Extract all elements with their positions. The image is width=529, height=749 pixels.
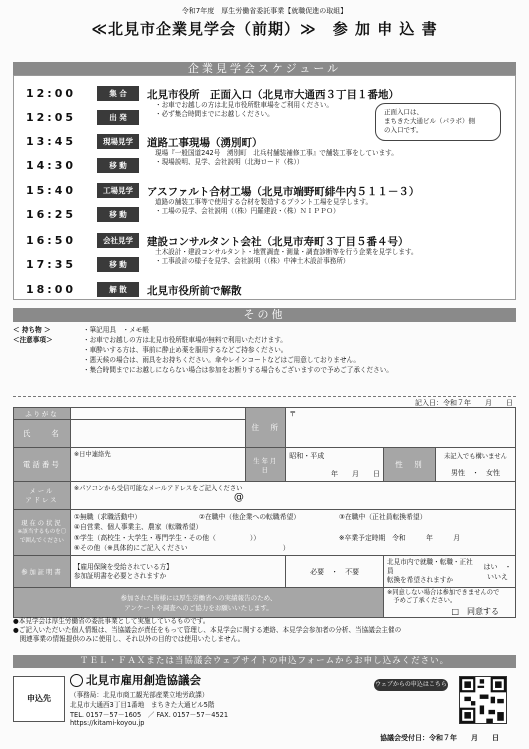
note-line: 関連事業の情報提供のみに使用し、それ以外の目的では使用いたしません。 [13,635,245,643]
phone-field[interactable] [70,448,245,482]
cert-options[interactable]: 必要 ・ 不要 [286,556,384,588]
postal-mark: 〒 [289,410,297,418]
mail-field[interactable] [70,482,515,510]
daytime-contact-note: ※日中連絡先 [73,451,111,458]
schedule-time: 17:35 [26,258,77,271]
website-url[interactable]: https://kitami-koyou.jp [70,719,145,727]
birth-label: 生年月日 [246,448,286,482]
schedule-time: 15:40 [26,184,77,197]
status-sub: ※該当するものを〇で囲んでください [17,529,67,544]
schedule-heading: 企業見学会スケジュール [13,62,516,75]
items-value: ・筆記用具 ・メモ帳 [83,326,149,334]
schedule-event: アスファルト合材工場（北見市端野町緋牛内５１１－３） [147,186,420,198]
schedule-time: 16:50 [26,234,77,247]
schedule-tag: 移 動 [97,207,139,222]
tel-fax: TEL. 0157－57－1605 ／ FAX. 0157－57－4521 [70,711,229,719]
birth-field[interactable] [286,448,384,482]
note-line: ・悪天候の場合は、雨具をお持ちください。傘やレインコートなどはご用意しておりません。 [83,356,361,364]
schedule-tag: 移 動 [97,158,139,173]
schedule-tag: 集 合 [97,86,139,101]
note-line: ・お車でお越しの方は北見市役所駐車場が無料で利用いただけます。 [83,336,287,344]
page-title: ≪北見市企業見学会（前期）≫ 参 加 申 込 書 [91,20,438,38]
employ-options[interactable]: はい ・ いいえ [483,562,519,581]
address: 北見市大通西3丁目1番地 まちきた大通ビル5階 [70,701,215,709]
footer-notes [13,617,518,644]
birth-ymd: 年 月 日 [330,469,380,478]
other-heading: その他 [13,308,516,322]
schedule-tag: 現場見学 [97,134,139,149]
qr-code-icon[interactable] [459,676,507,724]
cert-label: 参加証明書 [14,556,71,588]
furigana-field[interactable] [70,408,245,420]
schedule-time: 13:45 [26,135,77,148]
gender-options[interactable]: 男性 ・ 女性 [450,469,500,477]
apply-to-box: 申込先 [13,676,65,722]
office: （事務局：北見市商工観光部産業立地労政課） [70,691,209,699]
tel-fax-bar: ＴＥＬ・ＦＡＸまたは当協議会ウェブサイトの申込フォームからお申し込みください。 [13,655,516,668]
status-options[interactable] [70,510,515,556]
consent-checkbox[interactable]: □ 同意する [451,607,499,616]
balloon-line: まちきた大通ビル（パラボ）側 [384,117,475,125]
status-option[interactable]: ③在職中（正社員転換希望） [338,512,427,521]
other-section [13,325,516,389]
schedule-time: 14:30 [26,159,77,172]
schedule-tag: 会社見学 [97,233,139,248]
received-date: 協議会受付日：令和７年 月 日 [380,734,499,742]
note-line: ・車酔いする方は、事前に酔止め薬を服用するなどご持参ください。 [83,346,288,354]
schedule-time: 18:00 [26,283,77,296]
status-label-cell [14,510,71,556]
schedule-tag: 移 動 [97,257,139,272]
schedule-detail: ・必ず集合時間までにお越しください。 [155,110,274,118]
org-name [70,672,201,688]
schedule-time: 12:00 [26,87,77,100]
schedule-detail: 現場『一般国道242号 湧別町 北兵村舗装補修工事』で舗装工事をしています。 [155,149,398,157]
schedule-tag: 解 散 [97,282,139,297]
org-name-text: 北見市雇用創造協議会 [86,673,201,687]
employ-cell [383,556,519,588]
schedule-tag: 出 発 [97,110,139,125]
schedule-event: 道路工事現場（湧別町） [147,137,263,149]
balloon-line: の入口です。 [384,126,423,134]
schedule-event: 北見市役所前で解散 [147,285,242,297]
note-line: ●本見学会は厚生労働省の委託事業として実施しているものです。 [13,617,210,625]
furigana-label: ふりがな [14,408,71,420]
mail-label: メール アドレス [14,482,71,510]
schedule-event: 建設コンサルタント会社（北見市寿町３丁目５番４号） [147,236,409,248]
address-label: 住 所 [246,408,286,448]
note-line: ●ご記入いただいた個人情報は、当協議会が責任をもって管理し、本見学会に関する連絡、本見学会参加者の分析、当協議会主催の [13,626,402,634]
era-options[interactable]: 昭和・平成 [289,451,325,460]
cut-line [13,396,516,397]
entry-date: 記入日：令和７年 月 日 [415,399,513,407]
schedule-detail: 道路の舗装工事等で使用する合材を製造するプラント工場を見学します。 [155,198,373,206]
items-label: ＜ 持ち物 ＞ [13,326,51,334]
schedule-time: 12:05 [26,111,77,124]
cert-question: 【雇用保険を受給されている方】 参加証明書を必要とされますか [70,556,285,588]
org-logo-icon [70,674,83,687]
status-option[interactable]: ②在職中（他企業への転職希望） [198,512,301,521]
name-label: 氏 名 [14,420,71,448]
schedule-detail: ・お車でお越しの方は北見市役所駐車場をご利用ください。 [155,101,334,109]
web-apply-pill[interactable]: ウェブからの申込はこちら [374,679,448,691]
consent-note: ※同意しない場合は参加できませんので 予めご了承ください。 [386,589,500,604]
gender-label: 性 別 [383,448,435,482]
schedule-detail: ・現場説明、見学、会社説明（北海ロード（株）） [155,158,304,166]
application-form [13,407,519,618]
schedule-detail: ・工事設計の様子を見学、会社説明（（株）中神土木設計事務所） [155,257,350,265]
gender-note: 未記入でも構いません [444,453,507,460]
consent-cell [383,588,515,618]
subtitle: 令和7年度 厚生労働省委託事業【就職促進の取組】 [181,7,348,15]
at-mark: @ [233,492,244,503]
status-option[interactable]: ⑥その他（※具体的にご記入ください ） [73,544,290,552]
mail-note: ※パソコンから受信可能なメールアドレスをご記入ください [73,485,243,492]
status-label: 現在の状況 [21,520,63,527]
schedule-event: 北見市役所 正面入口（北見市大通西３丁目１番地） [147,89,399,101]
schedule-tag: 工場見学 [97,183,139,198]
status-option[interactable]: ⑤学生（高校生・大学生・専門学生・その他（ ）） [73,533,261,542]
status-option[interactable]: ①無職（求職活動中） [73,512,142,521]
schedule-detail: 土木設計・建設コンサルタント・地質調査・測量・調査診断等を行う企業を見学します。 [155,248,418,256]
schedule-time: 16:25 [26,208,77,221]
employ-question: 北見市内で就職・転職・正社員 転換を希望されますか [386,558,473,584]
graduation-date[interactable]: ※卒業予定時期 令和 年 月 [338,533,461,542]
phone-label: 電話番号 [14,448,71,482]
schedule-detail: ・工場の見学、会社説明（（株）円羅建設・（株）ＮＩＰＰＯ） [155,207,340,215]
name-field[interactable] [70,420,245,448]
address-field[interactable] [286,408,516,448]
balloon-line: 正面入口は、 [384,108,423,116]
notes-label: ＜注意事項＞ [13,336,53,344]
status-option[interactable]: ④自営業、個人事業主、農家（転職希望） [73,523,203,531]
gender-field[interactable] [435,448,515,482]
consent-text: 参加された皆様には厚生労働省への実績報告のため、 アンケートや調査へのご協力をお願いいたします。 [14,588,384,618]
entrance-balloon [375,103,501,141]
note-line: ・集合時間までにお越しにならない場合は参加をお断りする場合もございますので予めご了承ください。 [83,366,393,374]
